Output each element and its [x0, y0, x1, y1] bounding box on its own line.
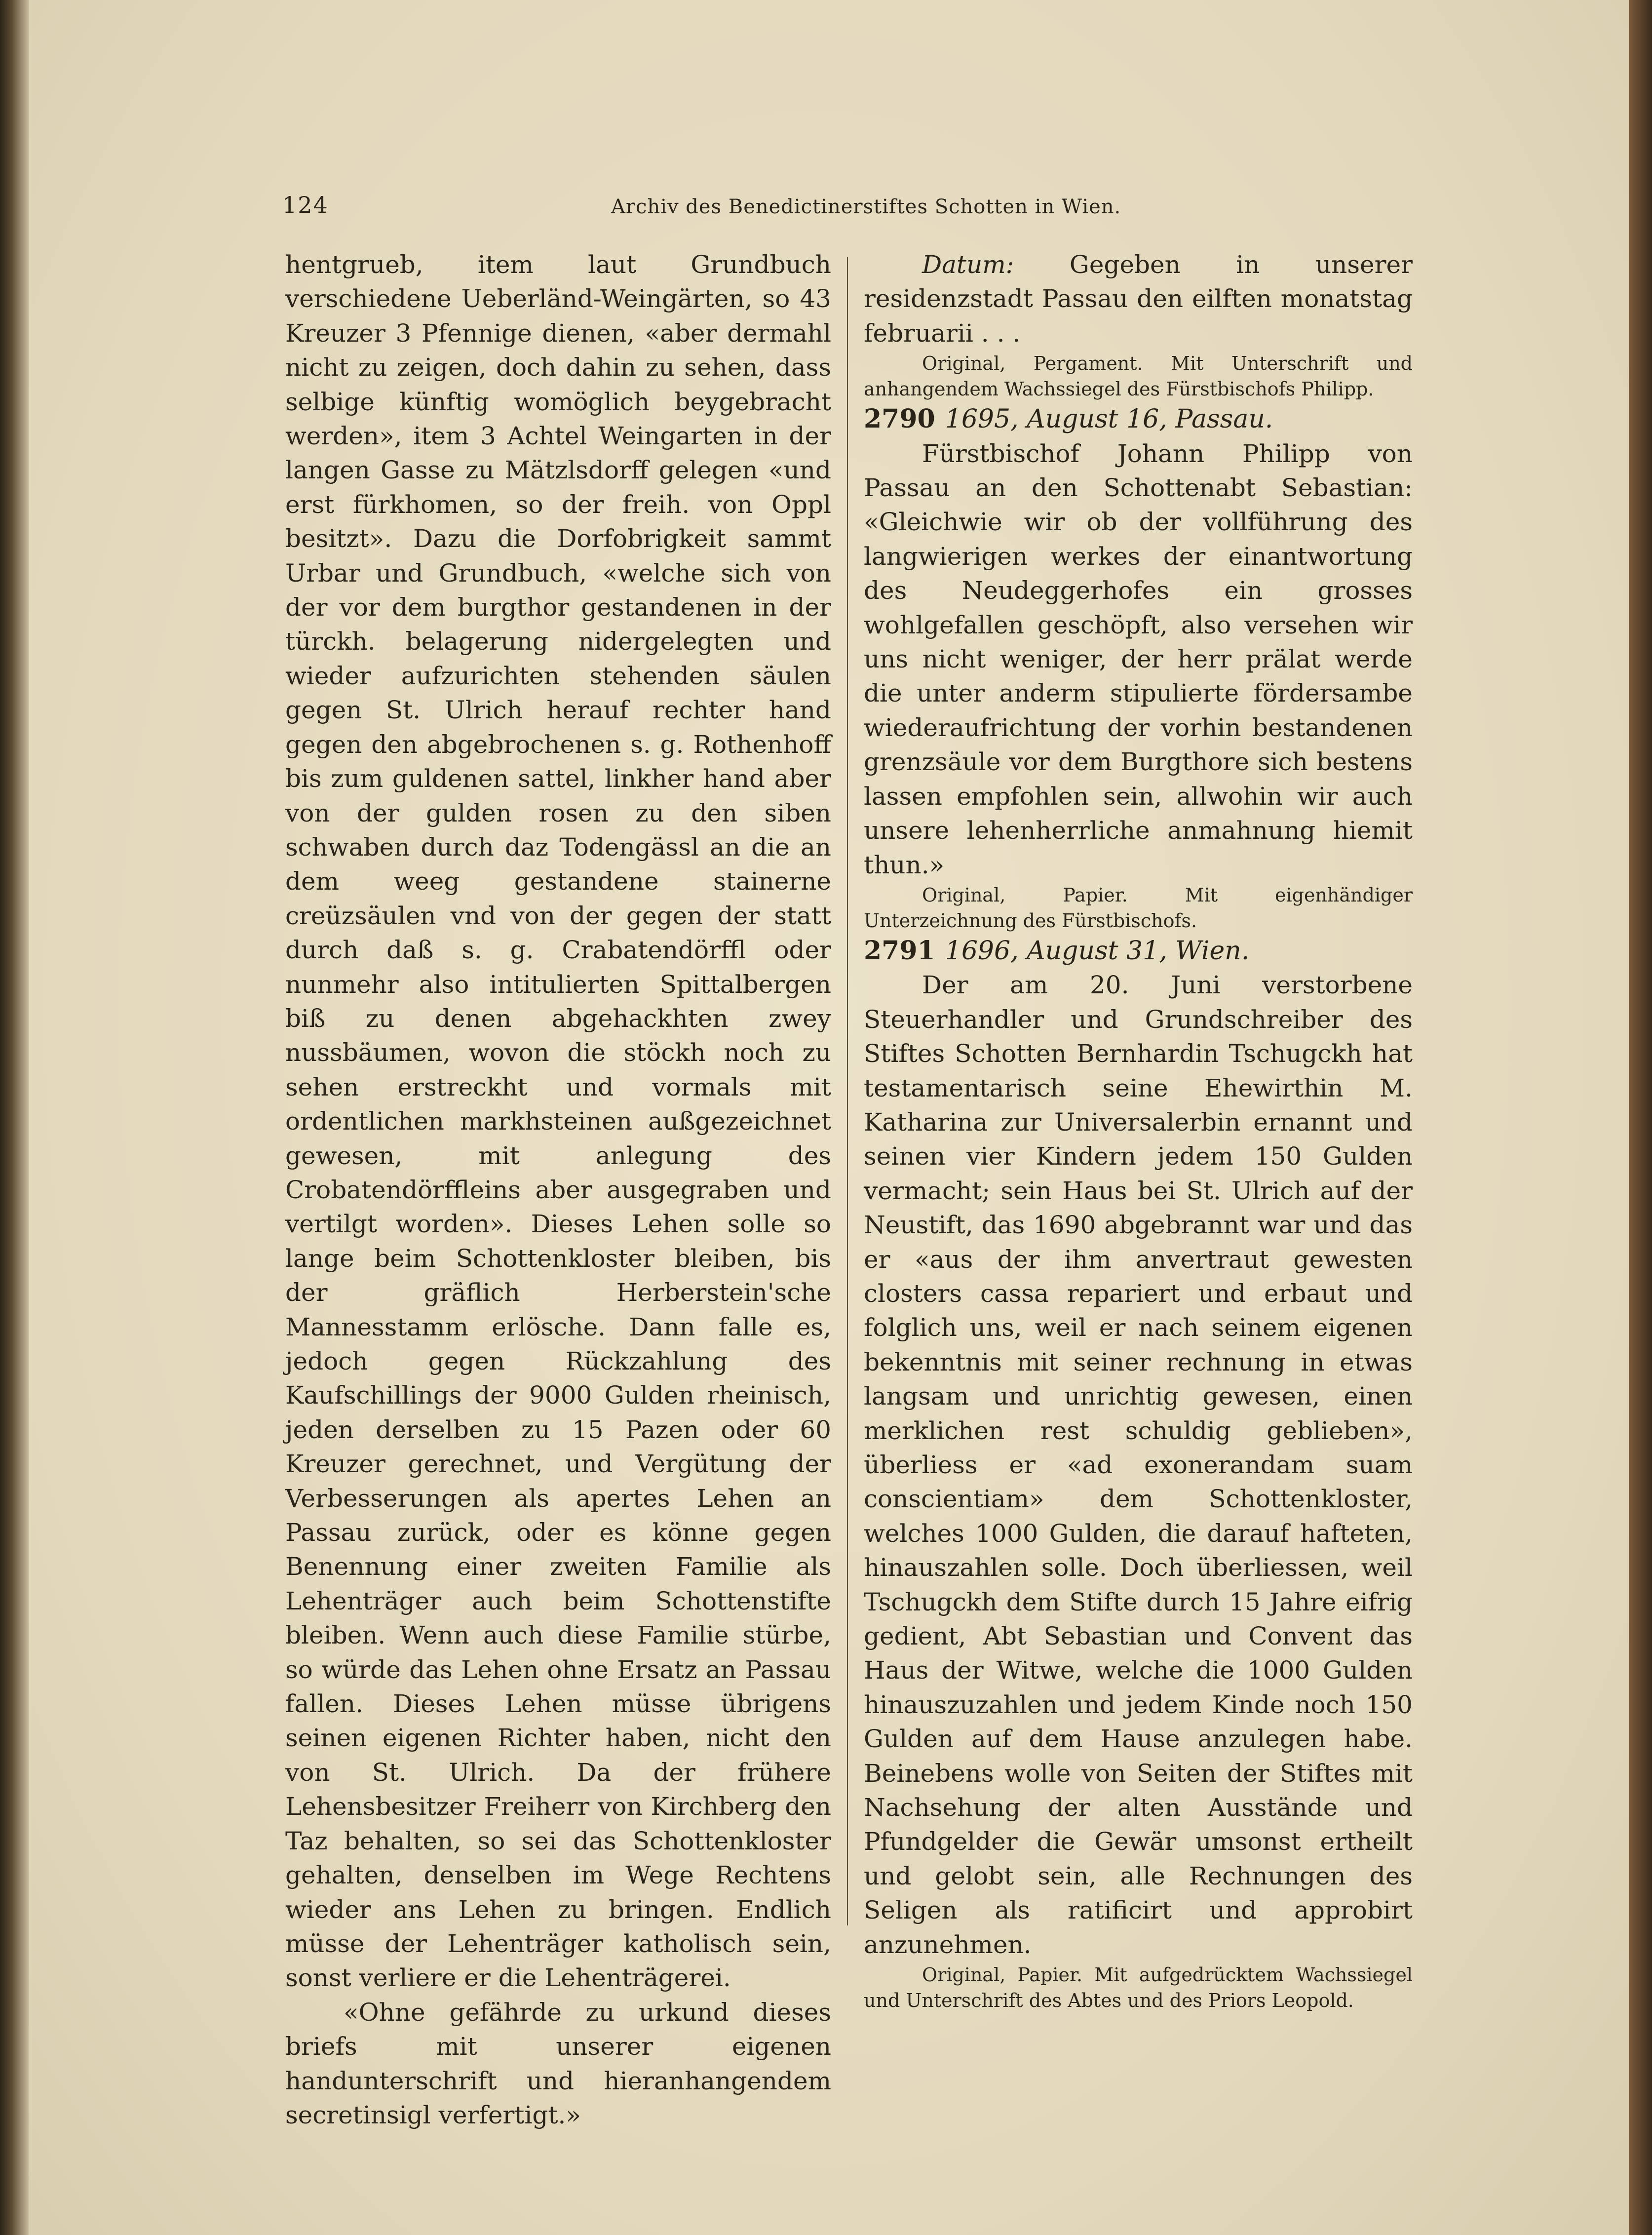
page-edge [1629, 0, 1652, 2235]
datum-paragraph [864, 248, 1413, 351]
page-number: 124 [282, 192, 329, 218]
entry-date: 1695, August 16, Passau. [945, 404, 1273, 434]
book-spine [0, 0, 29, 2235]
entry-number: 2790 [864, 404, 935, 434]
left-paragraph-1: hentgrueb, item laut Grundbuch verschiedene Ueberländ-Weingärten, so 43 Kreuzer 3 Pfennige dienen, «aber dermahl nicht zu zeigen, doch dahin zu sehen, dass selbige künftig womöglich beygebracht werden», item 3 Achtel Weingarten in der langen Gasse zu Mätzlsdorff gelegen «und erst fürkhomen, so der freih. von Oppl besitzt». Dazu die Dorfobrigkeit sammt Urbar und Grundbuch, «welche sich von der vor dem burgthor gestandenen in der türckh. belagerung nidergelegten und wieder aufzurichten stehenden säulen gegen St. Ulrich herauf rechter hand gegen den abgebrochenen s. g. Rothenhoff bis zum guldenen sattel, linkher hand aber von der gulden rosen zu den siben schwaben durch daz Todengässl an die an dem weeg gestandene stainerne creüzsäulen vnd von der gegen der statt durch daß s. g. Crabatendörffl oder nunmehr also intitulierten Spittalbergen biß zu denen abgehackhten zwey nussbäumen, wovon die stöckh noch zu sehen erstreckht und vormals mit ordentlichen markhsteinen außgezeichnet gewesen, mit anlegung des Crobatendörffleins aber ausgegraben und vertilgt worden». Dieses Lehen solle so lange beim Schottenkloster bleiben, bis der gräflich Herberstein'sche Mannesstamm erlösche. Dann falle es, jedoch gegen Rückzahlung des Kaufschillings der 9000 Gulden rheinisch, jeden derselben zu 15 Pazen oder 60 Kreuzer gerechnet, und Vergütung der Verbesserungen als apertes Lehen an Passau zurück, oder es könne gegen Benennung einer zweiten Familie als Lehenträger auch beim Schottenstifte bleiben. Wenn auch diese Familie stürbe, so würde das Lehen ohne Ersatz an Passau fallen. Dieses Lehen müsse übrigens seinen eigenen Richter haben, nicht den von St. Ulrich. Da der frühere Lehensbesitzer Freiherr von Kirchberg den Taz behalten, so sei das Schottenkloster gehalten, denselben im Wege Rechtens wieder ans Lehen zu bringen. Endlich müsse der Lehenträger katholisch sein, sonst verliere er die Lehenträgerei. [285, 250, 831, 1993]
column-divider [847, 257, 848, 1925]
entry-2791 [864, 934, 1413, 2013]
datum-label: Datum: [922, 250, 1014, 279]
entry-heading [864, 402, 1413, 436]
entry-number: 2791 [864, 935, 935, 966]
entry-note: Original, Papier. Mit aufgedrücktem Wachssiegel und Unterschrift des Abtes und des Priors Leopold. [864, 1964, 1413, 2012]
running-title: Archiv des Benedictinerstiftes Schotten in Wien. [611, 196, 1121, 218]
right-column [864, 248, 1413, 2013]
datum-text: Gegeben in unserer residenzstadt Passau den eilften monatstag februarii . . . [864, 250, 1413, 348]
entry-2790 [864, 402, 1413, 934]
entry-text: Fürstbischof Johann Philipp von Passau an den Schottenabt Sebastian: «Gleichwie wir ob der vollführung des langwierigen werkes der einantwortung des Neudeggerhofes ein grosses wohlgefallen geschöpft, also versehen wir uns nicht weniger, der herr prälat werde die unter anderm stipulierte fördersambe wiederaufrichtung der vorhin bestandenen grenzsäule vor dem Burgthore sich bestens lassen empfohlen sein, allwohin wir auch unsere lehenherrliche anmahnung hiemit thun.» [864, 439, 1413, 879]
datum-note: Original, Pergament. Mit Unterschrift und anhangendem Wachssiegel des Fürstbischofs Philipp. [864, 353, 1413, 400]
entry-heading [864, 934, 1413, 968]
entry-text: Der am 20. Juni verstorbene Steuerhandler und Grundschreiber des Stiftes Schotten Bernhardin Tschugckh hat testamentarisch seine Ehewirthin M. Katharina zur Universalerbin ernannt und seinen vier Kindern jedem 150 Gulden vermacht; sein Haus bei St. Ulrich auf der Neustift, das 1690 abgebrannt war und das er «aus der ihm anvertraut gewesten closters cassa repariert und erbaut und folglich uns, weil er nach seinem eigenen bekenntnis mit seiner rechnung in etwas langsam und unrichtig gewesen, einen merklichen rest schuldig geblieben», überliess er «ad exonerandam suam conscientiam» dem Schottenkloster, welches 1000 Gulden, die darauf hafteten, hinauszahlen solle. Doch überliessen, weil Tschugckh dem Stifte durch 15 Jahre eifrig gedient, Abt Sebastian und Convent das Haus der Witwe, welche die 1000 Gulden hinauszuzahlen und jedem Kinde noch 150 Gulden auf dem Hause anzulegen habe. Beinebens wolle von Seiten der Stiftes mit Nachsehung der alten Ausstände und Pfundgelder die Gewär umsonst ertheilt und gelobt sein, alle Rechnungen des Seligen als ratificirt und approbirt anzunehmen. [864, 971, 1413, 1959]
entry-date: 1696, August 31, Wien. [945, 936, 1250, 966]
left-column [285, 248, 831, 2132]
entry-note: Original, Papier. Mit eigenhändiger Unterzeichnung des Fürstbischofs. [864, 884, 1413, 932]
left-paragraph-2: «Ohne gefährde zu urkund dieses briefs mit unserer eigenen handunterschrift und hieranhangendem secretinsigl verfertigt.» [285, 1998, 831, 2129]
